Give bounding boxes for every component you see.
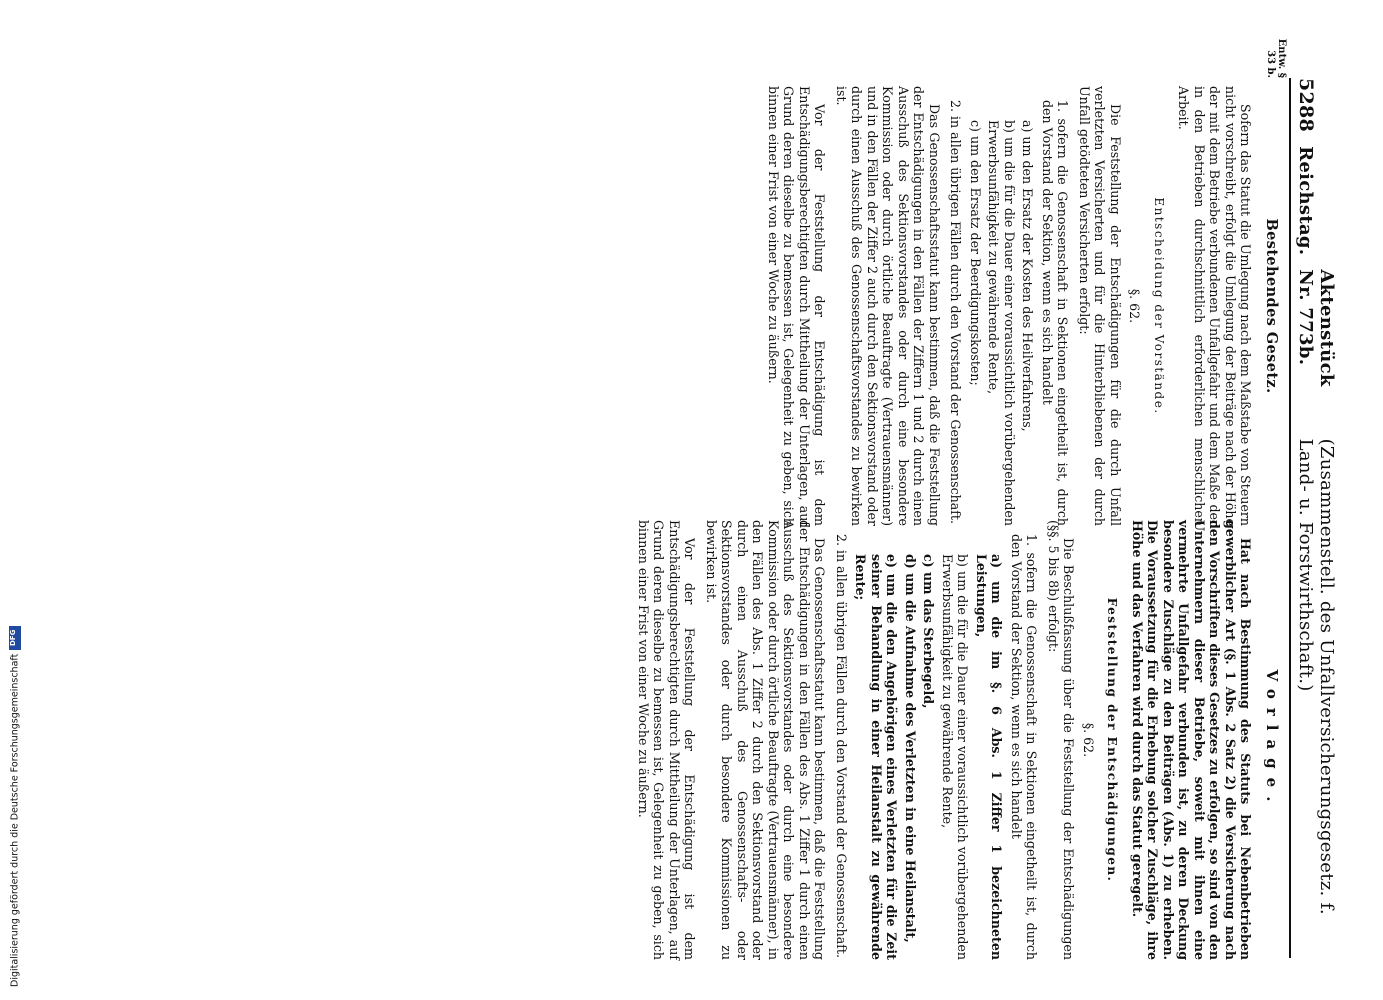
- right-item-1: 1. sofern die Genossenschaft in Sektionen eingetheilt ist, durch den Vorstand der Sektion, wenn es sich handelt: [1009, 534, 1040, 960]
- right-paragraph-3: Vor der Feststellung der Entschädigung ist dem Entschädigungsberechtigten durch Mittheilung der Unterlagen, auf Grund deren dieselbe zu bemessen ist, Gelegenheit zu geben, sich binnen einer Frist von einer Woche zu äußern.: [636, 520, 698, 960]
- page-header: [1289, 78, 1337, 958]
- right-item-1b: b) um die für die Dauer einer voraussichtlich vorübergehenden Erwerbsunfähigkeit zu gewährende Rente,: [940, 554, 971, 960]
- document-subtitle: (Zusammenstell. des Unfallversicherungsgesetz. f. Land- u. Forstwirthschaft.): [1295, 438, 1337, 915]
- right-paragraph-2: Das Genossenschaftsstatut kann bestimmen, daß die Feststellung der Entschädigungen in den Fällen des Abs. 1 Ziffer 1 durch einen Ausschuß des Sektionsvorstandes oder durch eine besondere Kommission oder durch örtliche Beauftragte (Vertrauensmänner), in den Fällen des Abs. 1 Ziffer 2 durch den Sektionsvorstand oder durch einen Ausschuß des Genossenschafts- oder Sektionsvorstandes oder durch besondere Kommissionen zu bewirken ist.: [704, 520, 828, 960]
- right-paragraph-number: §. 62.: [1081, 722, 1096, 758]
- dfg-logo-icon: [9, 626, 21, 650]
- dfg-logo-text: DFG: [9, 629, 17, 646]
- right-item-1c: c) um das Sterbegeld,: [921, 554, 937, 709]
- right-intro: Hat nach Bestimmung des Statuts bei Nebenbetrieben gewerblicher Art (§. 1 Abs. 2 Satz 2) die Versicherung nach den Vorschriften dieses Gesetzes zu erfolgen, so sind von den Unternehmern dieser Betriebe, soweit mit ihnen eine vermehrte Unfallgefahr verbunden ist, zu deren Deckung besondere Zuschläge zu den Beiträgen (Abs. 1) zu erheben. Die Voraussetzung für die Erhebung solcher Zuschläge, ihre Höhe und das Verfahren wird durch das Statut geregelt.: [1130, 520, 1254, 960]
- right-item-1d: d) um die Aufnahme des Verletzten in eine Heilanstalt,: [903, 554, 918, 943]
- left-item-2: 2. in allen übrigen Fällen durch den Vorstand der Genossenschaft.: [948, 100, 964, 524]
- right-heading: Vorlage.: [1263, 669, 1281, 811]
- left-item-1c: c) um den Ersatz der Beerdigungskosten;: [968, 120, 983, 386]
- left-paragraph-3: Vor der Feststellung der Entschädigung ist dem Entschädigungsberechtigten durch Mittheilung der Unterlagen, auf Grund deren dieselbe zu bemessen ist, Gelegenheit zu geben, sich binnen einer Frist von einer Woche zu äußern.: [766, 86, 828, 526]
- left-heading: Bestehendes Gesetz.: [1263, 218, 1280, 394]
- left-item-1: 1. sofern die Genossenschaft in Sektionen eingetheilt ist, durch den Vorstand der Sektion, wenn es sich handelt: [1040, 100, 1071, 526]
- left-paragraph-text: Die Feststellung der Entschädigungen für die durch Unfall verletzten Versicherten und für die Hinterbliebenen der durch Unfall getödteten Versicherten erfolgt:: [1077, 86, 1123, 526]
- left-intro: Sofern das Statut die Umlegung nach dem Maßstabe von Steuern nicht vorschreibt, erfolgt die Umlegung der Beiträge nach der Höhe der mit dem Betriebe verbundenen Unfallgefahr und dem Maße der in den Betrieben durchschnittlich erforderlichen menschlichen Arbeit.: [1176, 86, 1254, 526]
- source-title: Reichstag.: [1295, 146, 1316, 256]
- right-item-2: 2. in allen übrigen Fällen durch den Vorstand der Genossenschaft.: [834, 534, 849, 958]
- page-number: 5288: [1295, 78, 1317, 133]
- right-item-1e: e) um die den Angehörigen eines Verletzten für die Zeit seiner Behandlung in einer Heilanstalt zu gewährende Rente;: [853, 554, 900, 960]
- left-item-1a: a) um den Ersatz der Kosten des Heilverfahrens,: [1020, 120, 1036, 432]
- left-item-1b: b) um die für die Dauer einer voraussichtlich vorübergehenden Erwerbsunfähigkeit zu gewährende Rente,: [986, 120, 1017, 526]
- left-column-existing-law: [760, 86, 1288, 526]
- right-item-1a: a) um die im §. 6 Abs. 1 Ziffer 1 bezeichneten Leistungen,: [974, 554, 1005, 960]
- left-paragraph-2: Das Genossenschaftsstatut kann bestimmen, daß die Feststellung der Entschädigungen in den Fällen der Ziffern 1 und 2 durch einen Ausschuß des Sektionsvorstandes oder durch eine besondere Kommission oder durch örtliche Beauftragte (Vertrauensmänner) und in den Fällen der Ziffer 2 auch durch den Sektionsvorstand oder durch einen Ausschuß des Genossenschaftsvorstandes zu bewirken ist.: [834, 86, 942, 526]
- document-label: Aktenstück Nr. 773b.: [1295, 269, 1337, 387]
- right-column-draft: [630, 520, 1288, 960]
- digitization-note: [8, 607, 22, 987]
- right-section-title: Feststellung der Entschädigungen.: [1105, 597, 1120, 883]
- right-paragraph-text: Die Beschlußfassung über die Feststellung der Entschädigungen (§§. 5 bis 8b) erfolgt:: [1046, 520, 1077, 960]
- left-paragraph-number: §. 62.: [1127, 288, 1143, 324]
- left-section-title: Entscheidung der Vorstände.: [1152, 197, 1166, 415]
- margin-note: Entw. § 33 b.: [1265, 38, 1287, 78]
- digitization-text: Digitalisierung gefördert durch die Deutsche Forschungsgemeinschaft: [9, 653, 21, 987]
